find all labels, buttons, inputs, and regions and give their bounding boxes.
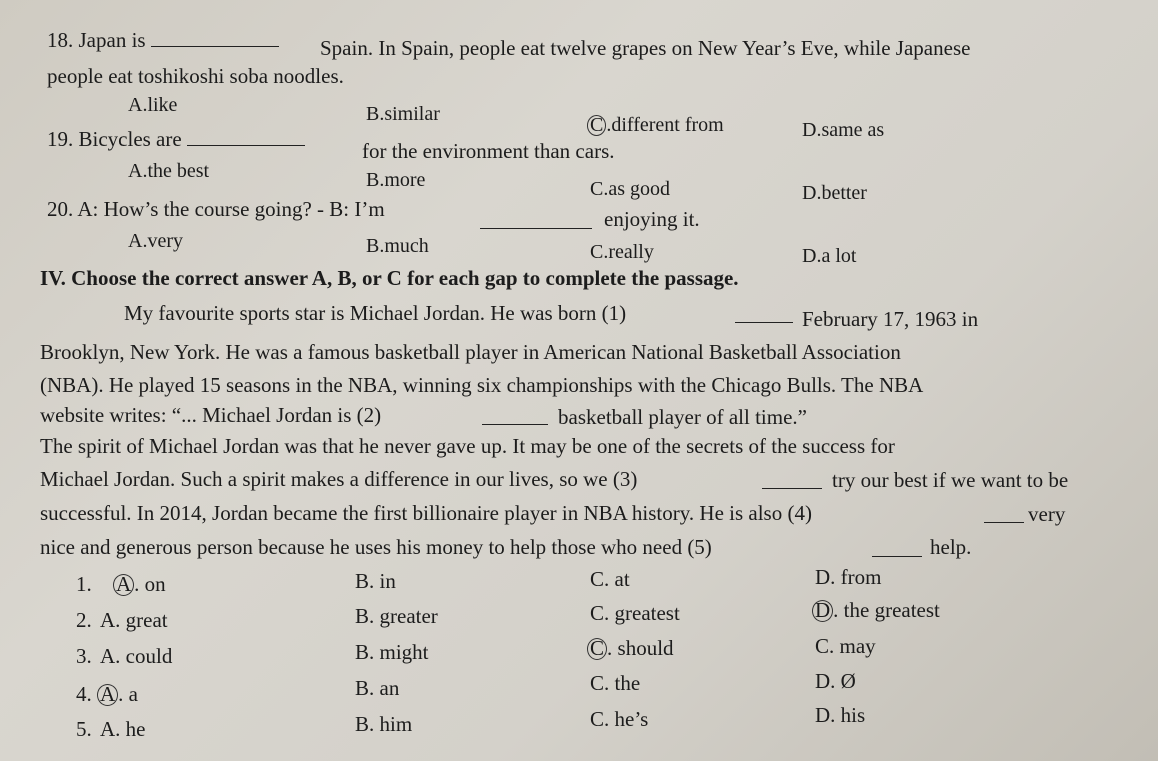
answer-5-option-c[interactable]: C. he’s (590, 707, 649, 731)
answer-4-option-a[interactable] (100, 684, 138, 706)
answer-row-4 (76, 684, 92, 705)
answer-2-option-b[interactable]: B. greater (355, 604, 438, 628)
passage-line-8-end: help. (930, 535, 972, 559)
q20-stem: 20. A: How’s the course going? - B: I’m (47, 197, 385, 221)
answer-1-option-a[interactable] (116, 574, 166, 596)
answer-4-option-d[interactable]: D. Ø (815, 669, 856, 693)
gap-1-blank[interactable] (735, 308, 793, 323)
q20-stem-rest: enjoying it. (604, 207, 700, 231)
q20-option-b[interactable]: B.much (366, 235, 429, 257)
answer-1-option-b[interactable]: B. in (355, 569, 396, 593)
q18-number: 18. Japan is (47, 27, 146, 52)
answer-5-number: 5. (76, 717, 92, 741)
passage-line-1 (124, 303, 626, 324)
q18-blank[interactable] (151, 27, 279, 47)
answer-2-option-d-letter: D (812, 600, 833, 622)
q18-stem-line2: people eat toshikoshi soba noodles. (47, 64, 344, 88)
q20-option-d[interactable]: D.a lot (802, 245, 857, 267)
passage-line-5: The spirit of Michael Jordan was that he never gave up. It may be one of the secrets of the success for (40, 434, 895, 458)
answer-3-option-a[interactable]: A. could (100, 644, 173, 668)
passage-line-7-end: very (1028, 502, 1066, 526)
passage-line-4: website writes: “... Michael Jordan is (2) (40, 403, 382, 427)
answer-5-option-a[interactable]: A. he (100, 717, 146, 741)
answer-2-option-c[interactable]: C. greatest (590, 601, 680, 625)
answer-row-5 (76, 719, 92, 740)
answer-2-option-a[interactable]: A. great (100, 608, 168, 632)
q18-option-c-letter: C (587, 115, 606, 136)
answer-1-number: 1. (76, 572, 92, 596)
q18-option-b[interactable]: B.similar (366, 103, 440, 125)
answer-2-option-d-text: . the greatest (833, 598, 940, 622)
answer-3-number: 3. (76, 644, 92, 668)
answer-row-1 (76, 574, 92, 595)
q19-stem (47, 126, 305, 150)
passage-line-2: Brooklyn, New York. He was a famous basketball player in American National Basketball Association (40, 340, 901, 364)
answer-1-option-a-letter: A (113, 574, 134, 596)
q20-blank[interactable] (480, 214, 592, 229)
answer-5-option-b[interactable]: B. him (355, 712, 413, 736)
answer-row-3 (76, 646, 92, 667)
answer-3-option-c-text: . should (607, 636, 674, 660)
q18-option-c-text: .different from (606, 114, 724, 136)
passage-line-4-end: basketball player of all time.” (558, 405, 807, 429)
answer-3-option-b[interactable]: B. might (355, 640, 429, 664)
passage-line-7: successful. In 2014, Jordan became the first billionaire player in NBA history. He is also (4) (40, 501, 812, 525)
passage-line-3: (NBA). He played 15 seasons in the NBA, winning six championships with the Chicago Bulls. The NBA (40, 373, 924, 397)
passage-line-6: Michael Jordan. Such a spirit makes a difference in our lives, so we (3) (40, 467, 638, 491)
q20-option-c[interactable]: C.really (590, 241, 654, 263)
section-heading: IV. Choose the correct answer A, B, or C for each gap to complete the passage. (40, 266, 739, 290)
q19-option-d[interactable]: D.better (802, 182, 867, 204)
answer-3-option-c-letter: C (587, 638, 607, 660)
passage-line-1-end: February 17, 1963 in (802, 307, 979, 331)
q19-stem-rest: for the environment than cars. (362, 139, 615, 163)
answer-4-option-c[interactable]: C. the (590, 671, 641, 695)
answer-3-option-c[interactable] (590, 638, 674, 660)
q19-number: 19. Bicycles are (47, 126, 182, 151)
q18-option-d[interactable]: D.same as (802, 119, 885, 141)
gap-2-blank[interactable] (482, 410, 548, 425)
q19-option-a[interactable]: A.the best (128, 160, 210, 182)
passage-line-6-end: try our best if we want to be (832, 468, 1069, 492)
passage-line-1-text: My favourite sports star is Michael Jordan. He was born (1) (124, 301, 627, 325)
answer-4-option-a-letter: A (97, 684, 118, 706)
answer-1-option-d[interactable]: D. from (815, 565, 882, 589)
passage-line-8: nice and generous person because he uses his money to help those who need (5) (40, 535, 712, 559)
q18-stem-rest: Spain. In Spain, people eat twelve grapes on New Year’s Eve, while Japanese (320, 36, 971, 60)
answer-4-option-a-text: . a (118, 682, 138, 706)
answer-2-option-d[interactable] (815, 600, 940, 622)
q18-option-a[interactable]: A.like (128, 94, 178, 116)
q19-option-b[interactable]: B.more (366, 169, 426, 191)
answer-3-option-d[interactable]: C. may (815, 634, 876, 658)
gap-5-blank[interactable] (872, 542, 922, 557)
gap-4-blank[interactable] (984, 508, 1024, 523)
q19-blank[interactable] (187, 126, 305, 146)
answer-row-2 (76, 610, 92, 631)
q20-option-a[interactable]: A.very (128, 230, 183, 252)
q18-option-c[interactable] (590, 115, 724, 136)
answer-5-option-d[interactable]: D. his (815, 703, 866, 727)
answer-1-option-a-text: . on (134, 572, 166, 596)
gap-3-blank[interactable] (762, 474, 822, 489)
answer-4-number: 4. (76, 682, 92, 706)
answer-4-option-b[interactable]: B. an (355, 676, 400, 700)
answer-1-option-c[interactable]: C. at (590, 567, 630, 591)
q18-stem (47, 27, 279, 51)
answer-2-number: 2. (76, 608, 92, 632)
q19-option-c[interactable]: C.as good (590, 178, 670, 200)
